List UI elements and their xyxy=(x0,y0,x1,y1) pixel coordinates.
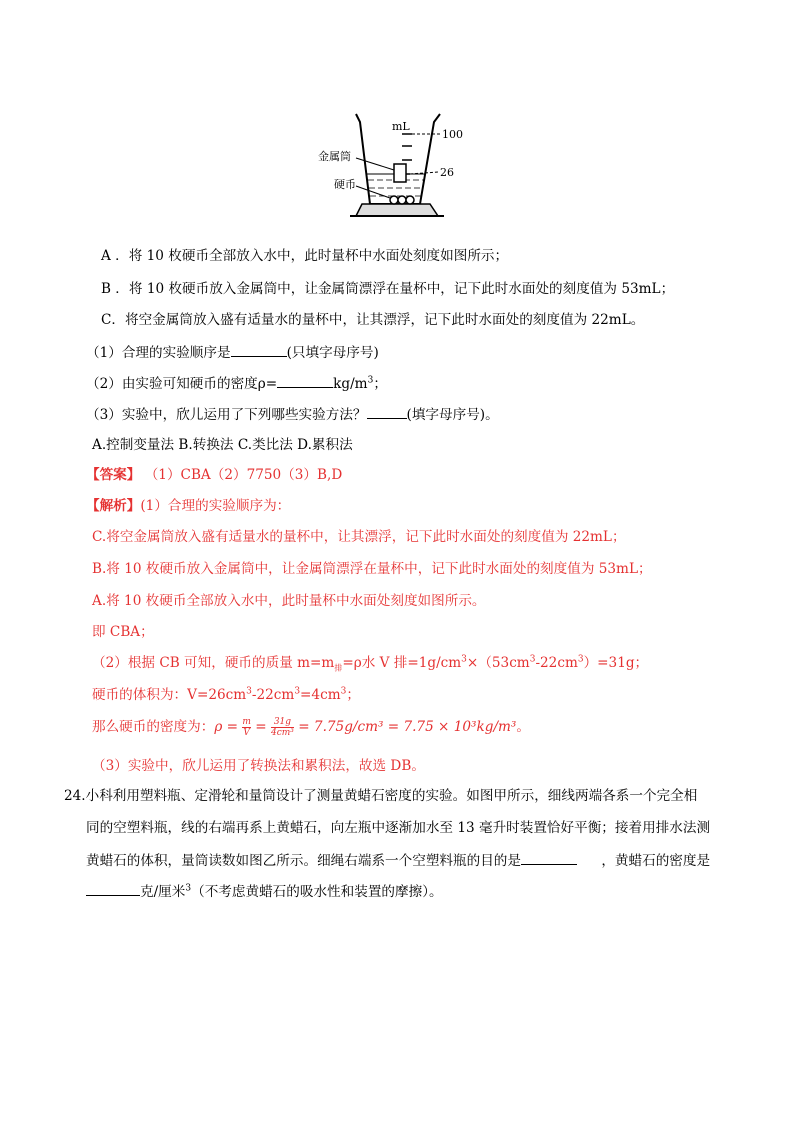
answer-text: （1）CBA（2）7750（3）B,D xyxy=(144,467,343,483)
analysis-line-7: 硬币的体积为：$V=26cm^3-22cm^3=4cm^3$； xyxy=(92,686,360,703)
analysis-line-6: （2）根据 CB 可知，硬币的质量 $m=m_排=\rho$水 V 排$=1g/cm^3\times(53cm^3-22cm^3)=31g$； xyxy=(92,654,649,673)
q2-answer-blank[interactable] xyxy=(277,373,333,388)
q2-end: ； xyxy=(373,376,387,392)
q3-answer-blank[interactable] xyxy=(367,404,407,419)
answer-line xyxy=(86,466,342,484)
measuring-cup-diagram xyxy=(316,108,476,220)
q24-line-2: 同的空塑料瓶，线的右端再系上黄蜡石，向左瓶中逐渐加水至 13 毫升时装置恰好平衡；接着用排水法测 xyxy=(86,820,711,836)
q24-line-1: 24.小科利用塑料瓶、定滑轮和量筒设计了测量黄蜡石密度的实验。如图甲所示，细线两端各系一个完全相 xyxy=(64,788,698,804)
q24-line-4: 克/厘米$^3$（不考虑黄蜡石的吸水性和装置的摩擦）。 xyxy=(86,881,443,901)
label-100: 100 xyxy=(442,128,463,141)
pointer-can xyxy=(356,158,394,170)
measuring-cup-figure xyxy=(316,108,476,220)
analysis-line-9: （3）实验中，欣儿运用了转换法和累积法，故选 DB。 xyxy=(92,758,425,774)
q2-text: （2）由实验可知硬币的密度ρ= xyxy=(86,376,278,392)
density-result: = 7.75g/cm³ = 7.75 × 10³kg/m³ xyxy=(298,719,517,735)
cup-base xyxy=(356,204,438,216)
label-ml: mL xyxy=(392,120,410,133)
coin xyxy=(406,196,414,204)
analysis-text-1: (1）合理的实验顺序为： xyxy=(140,498,291,514)
q3-hint: (填字母序号)。 xyxy=(406,407,499,423)
q1-text: （1）合理的实验顺序是 xyxy=(86,345,231,361)
analysis-line-1 xyxy=(86,497,290,515)
step-a: A ．将 10 枚硬币全部放入水中，此时量杯中水面处刻度如图所示； xyxy=(101,248,509,264)
q24-blank-2[interactable] xyxy=(86,881,140,896)
q23-part2 xyxy=(86,373,387,393)
analysis-line-2: C.将空金属筒放入盛有适量水的量杯中，让其漂浮，记下此时水面处的刻度值为 22mL； xyxy=(92,529,626,545)
q23-part1 xyxy=(86,342,379,362)
q24-blank-1[interactable] xyxy=(521,850,577,865)
answer-tag: 【答案】 xyxy=(86,467,141,483)
coin xyxy=(390,196,398,204)
analysis-tag: 【解析】 xyxy=(86,498,141,514)
label-coin: 硬币 xyxy=(334,178,356,191)
coin xyxy=(398,196,406,204)
label-26: 26 xyxy=(440,166,454,179)
analysis-line-8: 那么硬币的密度为：ρ = $\frac{m}{V}$ = $\frac{31g}{\text{4cm³}}$ = 7.75g/cm³ = 7.75 × 10³kg/m³。 xyxy=(92,717,530,738)
analysis-line-3: B.将 10 枚硬币放入金属筒中，让金属筒漂浮在量杯中，记下此时水面处的刻度值为 53mL； xyxy=(92,561,652,577)
step-b: B ．将 10 枚硬币放入金属筒中，让金属筒漂浮在量杯中，记下此时水面处的刻度值为 53mL； xyxy=(101,281,675,297)
fraction-m-over-v: $\frac{m}{V}$ xyxy=(242,717,251,738)
q3-text: （3）实验中，欣儿运用了下列哪些实验方法？ xyxy=(86,407,367,423)
q23-options: A.控制变量法 B.转换法 C.类比法 D.累积法 xyxy=(92,437,353,453)
q1-hint: (只填字母序号) xyxy=(286,345,379,361)
density-intro: 那么硬币的密度为： xyxy=(92,719,215,735)
analysis-line-5: 即 CBA； xyxy=(92,624,154,640)
label-metal-can: 金属筒 xyxy=(318,150,351,163)
metal-can xyxy=(394,164,406,182)
q2-unit-sup: 3 xyxy=(367,375,374,386)
q1-answer-blank[interactable] xyxy=(231,342,287,357)
step-c: C．将空金属筒放入盛有适量水的量杯中，让其漂浮，记下此时水面处的刻度值为 22mL。 xyxy=(101,312,645,328)
q24-line-3: 黄蜡石的体积，量筒读数如图乙所示。细绳右端系一个空塑料瓶的目的是 ，黄蜡石的密度是 xyxy=(86,850,710,870)
q2-unit: kg/m xyxy=(333,376,368,392)
rho-symbol: ρ = xyxy=(214,719,243,735)
fraction-31g-over-4cm3: $\frac{31g}{\text{4cm³}}$ xyxy=(270,717,294,738)
q23-part3 xyxy=(86,404,499,424)
analysis-line-4: A.将 10 枚硬币全部放入水中，此时量杯中水面处刻度如图所示。 xyxy=(92,593,486,609)
